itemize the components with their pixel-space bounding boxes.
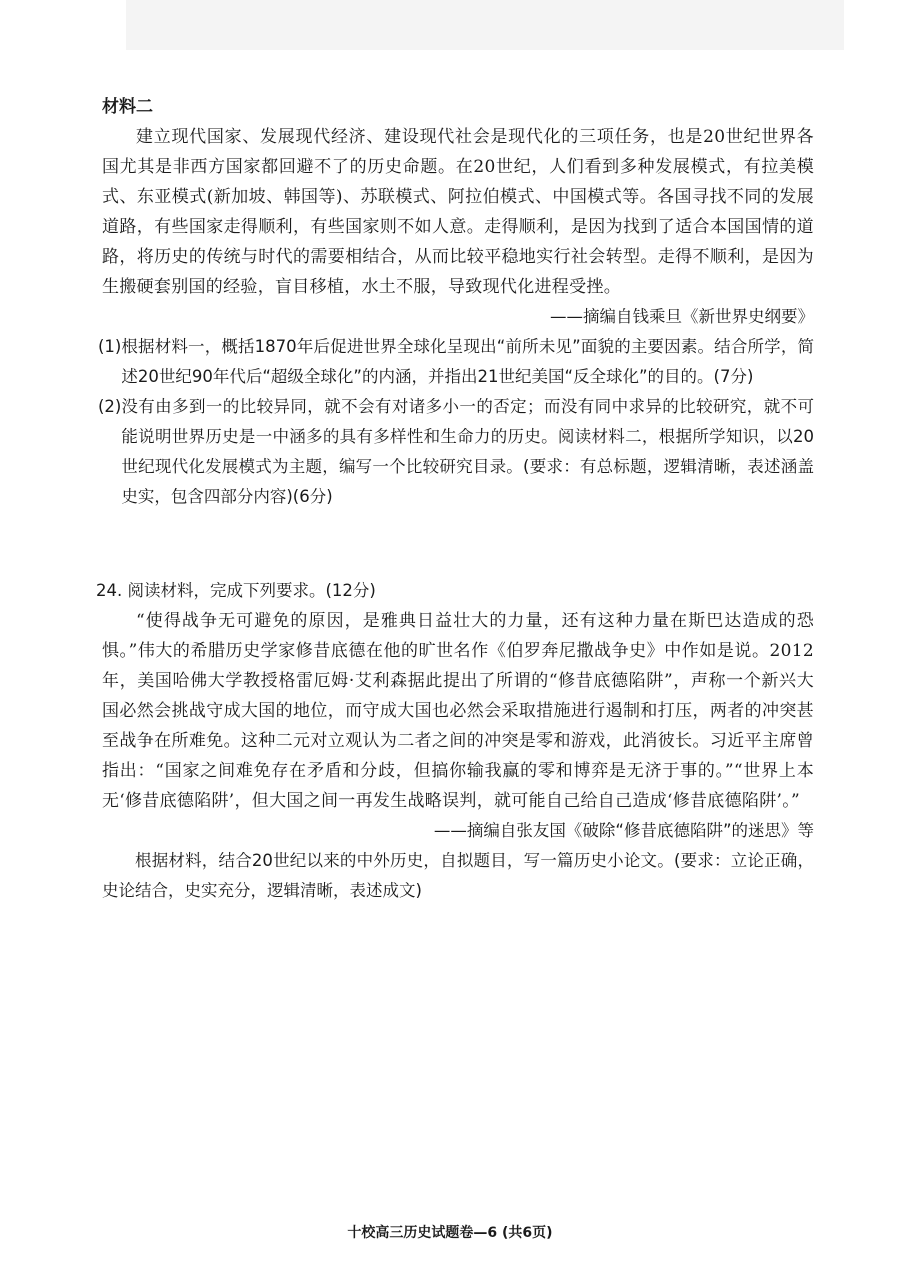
- question-2-number: (2): [98, 397, 122, 416]
- exam-page: [96, 92, 814, 906]
- question-24-task: 根据材料，结合20世纪以来的中外历史，自拟题目，写一篇历史小论文。(要求：立论正确，史论结合，史实充分，逻辑清晰，表述成文): [102, 851, 814, 900]
- question-24-title: 24. 阅读材料，完成下列要求。(12分): [96, 581, 376, 600]
- question-24-material: “使得战争无可避免的原因，是雅典日益壮大的力量，还有这种力量在斯巴达造成的恐惧。”伟大的希腊历史学家修昔底德在他的旷世名作《伯罗奔尼撒战争史》中作如是说。2012年，美国哈佛大学教授格雷厄姆·艾利森据此提出了所谓的“修昔底德陷阱”，声称一个新兴大国必然会挑战守成大国的地位，而守成大国也必然会采取措施进行遏制和打压，两者的冲突甚至战争在所难免。这种二元对立观认为二者之间的冲突是零和游戏，此消彼长。习近平主席曾指出：“国家之间难免存在矛盾和分歧，但搞你输我赢的零和博弈是无济于事的。”“世界上本无‘修昔底德陷阱’，但大国之间一再发生战略误判，就可能自己给自己造成‘修昔底德陷阱’。”: [102, 611, 814, 811]
- material-2-heading: 材料二: [102, 97, 153, 117]
- question-24-source: ——摘编自张友国《破除“修昔底德陷阱”的迷思》等: [433, 821, 814, 840]
- question-1-text: 根据材料一，概括1870年后促进世界全球化呈现出“前所未见”面貌的主要因素。结合所学，简述20世纪90年代后“超级全球化”的内涵，并指出21世纪美国“反全球化”的目的。(7分): [121, 337, 814, 386]
- header-band: [126, 0, 844, 50]
- page-footer: 十校高三历史试题卷—6 (共6页): [347, 1225, 553, 1241]
- question-2-text: 没有由多到一的比较异同，就不会有对诸多小一的否定；而没有同中求异的比较研究，就不可能说明世界历史是一中涵多的具有多样性和生命力的历史。阅读材料二，根据所学知识，以20世纪现代化发展模式为主题，编写一个比较研究目录。(要求：有总标题，逻辑清晰，表述涵盖史实，包含四部分内容)(6分): [121, 397, 814, 506]
- question-2: [98, 392, 814, 512]
- question-1: [98, 332, 814, 392]
- material-2-source: ——摘编自钱乘旦《新世界史纲要》: [550, 307, 814, 326]
- material-2-paragraph: 建立现代国家、发展现代经济、建设现代社会是现代化的三项任务，也是20世纪世界各国尤其是非西方国家都回避不了的历史命题。在20世纪，人们看到多种发展模式，有拉美模式、东亚模式(新加坡、韩国等)、苏联模式、阿拉伯模式、中国模式等。各国寻找不同的发展道路，有些国家走得顺利，有些国家则不如人意。走得顺利，是因为找到了适合本国国情的道路，将历史的传统与时代的需要相结合，从而比较平稳地实行社会转型。走得不顺利，是因为生搬硬套别国的经验，盲目移植，水土不服，导致现代化进程受挫。: [102, 127, 814, 297]
- question-1-number: (1): [98, 337, 122, 356]
